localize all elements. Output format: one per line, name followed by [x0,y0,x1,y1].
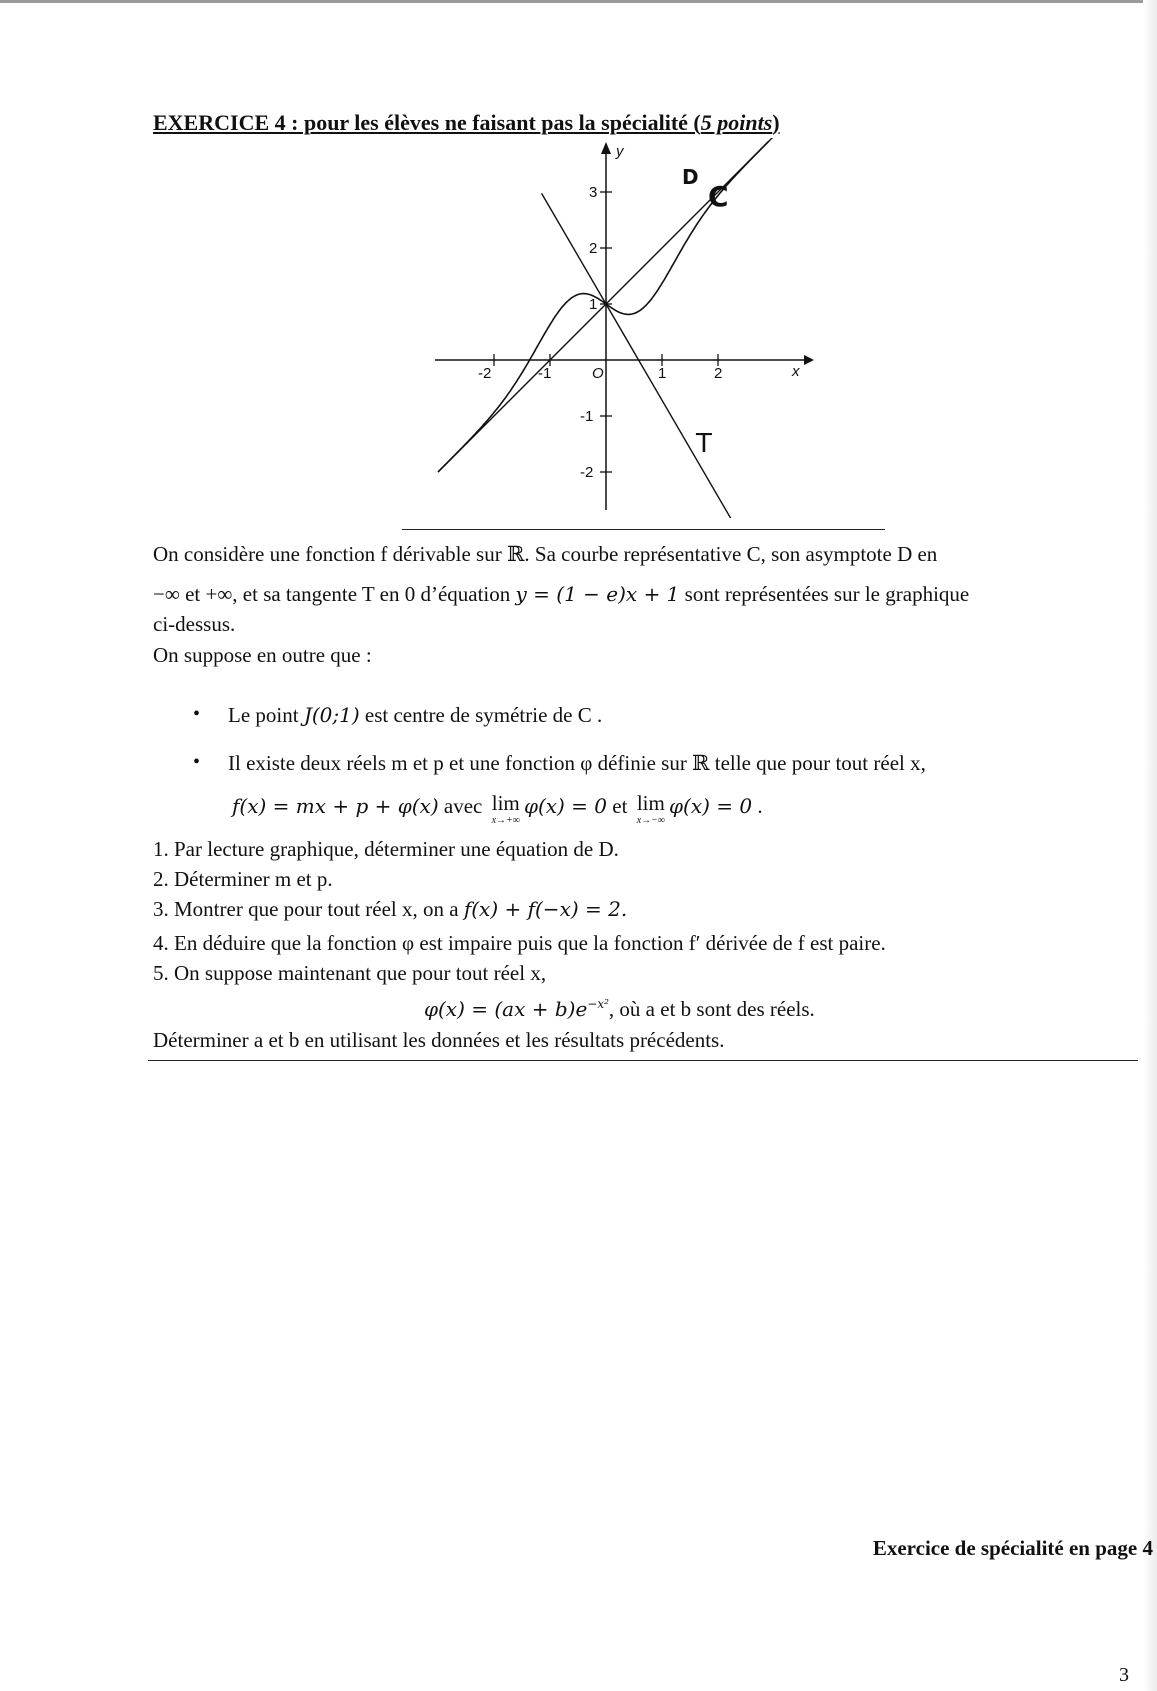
figure-underline [402,529,885,530]
lim-word: lim [491,791,520,815]
intro-line-2c: sont représentées sur le graphique [679,582,970,606]
section-end-rule [148,1060,1138,1061]
asymptotic-formula [232,793,763,826]
function-graph [420,138,820,518]
origin-label: O [592,365,604,382]
x-tick-label: -2 [478,365,492,382]
limit-value-1: φ(x) = 0 [523,794,608,818]
phi-formula: φ(x) = (ax + b)e [424,997,588,1021]
lim-word: lim [636,791,665,815]
bullet-dot: • [193,751,201,773]
exercise-title [153,110,780,136]
tangent-T-label: T [696,429,712,459]
question-3a: 3. Montrer que pour tout réel x, on a [153,897,464,921]
question-3-formula: f(x) + f(−x) = 2. [463,897,628,921]
question-5-formula [424,996,815,1022]
title-text: EXERCICE 4 : pour les élèves ne faisant pas la spécialité ( [153,110,701,135]
intro-line-3: ci-dessus. [153,612,236,636]
page-number: 3 [1119,1664,1129,1686]
limit-minus-inf [637,793,665,826]
scan-right-edge [1143,0,1157,1691]
curve-C-label: C [708,180,729,213]
x-axis-arrow [804,355,814,365]
y-tick-label: 3 [589,184,598,201]
limit-plus-inf [492,793,520,826]
scan-top-edge [0,0,1157,3]
formula-avec: avec [438,794,488,818]
y-axis-arrow [601,142,611,154]
tangent-equation: y = (1 − e)x + 1 [515,582,680,606]
title-points: 5 points [700,110,773,135]
formula-et: et [607,794,633,818]
x-tick-label: 2 [714,365,723,382]
limit-value-2: φ(x) = 0 [669,794,753,818]
formula-end: . [752,794,763,818]
lim-subscript: x→+∞ [491,815,520,826]
x-axis-label: x [792,363,800,380]
question-2: 2. Déterminer m et p. [153,867,333,891]
y-tick-label: 1 [589,296,598,313]
question-5-end: Déterminer a et b en utilisant les données et les résultats précédents. [153,1028,725,1052]
footer-note: Exercice de spécialité en page 4 [872,1536,1153,1560]
formula-f: f(x) = mx + p + φ(x) [232,794,439,818]
assumption-2: Il existe deux réels m et p et une fonction φ définie sur ℝ telle que pour tout réel x, [228,751,926,775]
lim-subscript: x→−∞ [636,815,666,826]
assumption-1a: Le point [228,703,304,727]
title-end: ) [772,110,780,135]
y-tick-label: -2 [580,464,594,481]
y-axis-label: y [616,143,624,160]
assumption-1c: est centre de symétrie de C . [359,703,603,727]
question-5: 5. On suppose maintenant que pour tout réel x, [153,961,547,985]
tangent-T [542,193,738,518]
intro-line-2a: −∞ et +∞, et sa tangente T en 0 d’équation [153,582,516,606]
y-tick-label: 2 [589,240,598,257]
phi-exponent: −x² [587,997,609,1011]
bullet-dot: • [193,703,201,725]
assumption-1 [228,702,602,728]
question-4: 4. En déduire que la fonction φ est impaire puis que la fonction f′ dérivée de f est paire. [153,931,886,955]
x-tick-label: 1 [658,365,667,382]
point-J: J(0;1) [303,703,360,727]
intro-line-2 [153,581,969,607]
y-tick-label: -1 [580,408,594,425]
question-3 [153,896,627,922]
phi-formula-end: , où a et b sont des réels. [608,997,815,1021]
intro-line-4: On suppose en outre que : [153,643,372,667]
x-tick-label: -1 [538,365,552,382]
question-1: 1. Par lecture graphique, déterminer une équation de D. [153,837,619,861]
asymptote-D-label: D [682,165,699,189]
intro-line-1: On considère une fonction f dérivable sur ℝ. Sa courbe représentative C, son asymptote D en [153,542,938,566]
